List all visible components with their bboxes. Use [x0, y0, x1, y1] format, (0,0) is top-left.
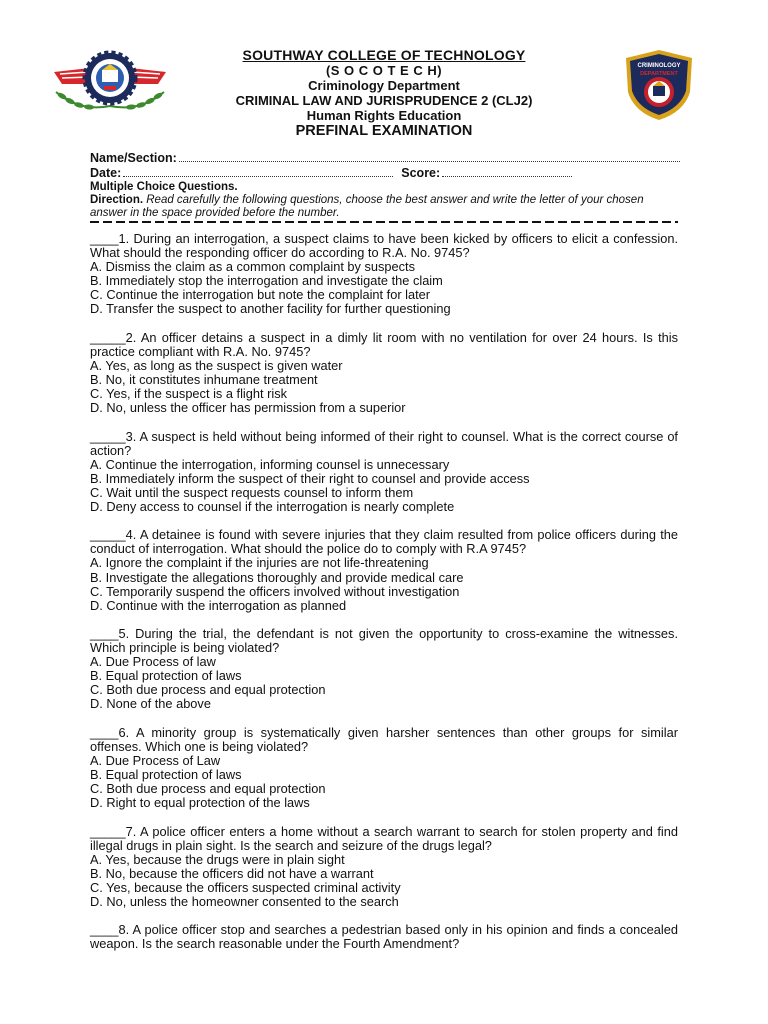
question-text: 1. During an interrogation, a suspect claims to have been kicked by officers to elicit a confession. What should the responding officer do according to R.A. No. 9745?	[90, 231, 678, 261]
answer-blank[interactable]: ____	[90, 922, 119, 938]
question-item	[90, 430, 678, 515]
answer-option: D. None of the above	[90, 696, 211, 712]
name-section-label: Name/Section:	[90, 151, 177, 165]
exam-title: PREFINAL EXAMINATION	[295, 123, 473, 139]
question-item	[90, 923, 678, 951]
answer-option: C. Both due process and equal protection	[90, 682, 326, 698]
answer-option: C. Temporarily suspend the officers involved without investigation	[90, 583, 460, 599]
question-text: 6. A minority group is systematically given harsher sentences than other groups for similar offenses. Which one is being violated?	[90, 724, 678, 754]
answer-blank[interactable]: _____	[90, 823, 126, 839]
badge-text-top: CRIMINOLOGY	[637, 63, 681, 69]
school-name: SOUTHWAY COLLEGE OF TECHNOLOGY	[242, 47, 526, 63]
question-item	[90, 627, 678, 712]
answer-blank[interactable]: ____	[90, 626, 119, 641]
answer-option: B. No, it constitutes inhumane treatment	[90, 372, 318, 388]
question-text: 7. A police officer enters a home without a search warrant to search for stolen property and find illegal drugs in plain sight. Is the search and seizure of the drugs legal?	[90, 823, 678, 853]
answer-option: B. Equal protection of laws	[90, 668, 242, 684]
date-label: Date:	[90, 166, 122, 180]
answer-option: B. Immediately stop the interrogation and investigate the claim	[90, 273, 443, 289]
score-label: Score:	[401, 166, 441, 180]
answer-option: A. Ignore the complaint if the injuries are not life-threatening	[90, 555, 429, 571]
answer-option: A. Yes, because the drugs were in plain sight	[90, 851, 345, 867]
question-item	[90, 726, 678, 811]
name-section-row	[90, 151, 680, 165]
answer-option: C. Yes, if the suspect is a flight risk	[90, 386, 288, 402]
badge-text-mid: DEPARTMENT	[640, 71, 678, 77]
answer-option: C. Wait until the suspect requests counsel to inform them	[90, 484, 414, 500]
question-text: 3. A suspect is held without being informed of their right to counsel. What is the correct course of action?	[90, 428, 678, 458]
criminology-department-badge-icon	[622, 48, 696, 122]
department-name: Criminology Department	[308, 78, 460, 93]
answer-option: A. Due Process of law	[90, 654, 216, 670]
score-field[interactable]	[442, 166, 572, 177]
question-stem	[90, 825, 678, 853]
answer-option: C. Both due process and equal protection	[90, 781, 326, 797]
answer-option: C. Continue the interrogation but note the complaint for later	[90, 287, 431, 303]
question-item	[90, 232, 678, 317]
question-text: 8. A police officer stop and searches a pedestrian based only in his opinion and finds a concealed weapon. Is the search reasonable under the Fourth Amendment?	[90, 922, 678, 952]
directions	[90, 194, 650, 220]
question-item	[90, 331, 678, 416]
subject-title: Human Rights Education	[306, 108, 462, 123]
question-text: 4. A detainee is found with severe injuries that they claim resulted from police officers during the conduct of interrogation. What should the police do to comply with R.A 9745?	[90, 527, 678, 557]
question-stem	[90, 726, 678, 754]
direction-label: Direction.	[90, 194, 144, 206]
question-list	[90, 232, 678, 966]
answer-option: A. Continue the interrogation, informing counsel is unnecessary	[90, 456, 450, 472]
question-text: 2. An officer detains a suspect in a dimly lit room with no ventilation for over 24 hours. Is this practice compliant with R.A. No. 9745?	[90, 329, 678, 359]
answer-option: D. Continue with the interrogation as planned	[90, 597, 347, 613]
date-score-row	[90, 166, 680, 180]
question-stem	[90, 528, 678, 556]
answer-option: A. Due Process of Law	[90, 752, 221, 768]
question-item	[90, 825, 678, 910]
date-field[interactable]	[123, 166, 393, 177]
answer-blank[interactable]: _____	[90, 329, 126, 345]
answer-blank[interactable]: _____	[90, 428, 126, 444]
question-stem	[90, 627, 678, 655]
answer-option: A. Dismiss the claim as a common complaint by suspects	[90, 259, 416, 275]
answer-blank[interactable]: ____	[90, 231, 119, 246]
question-stem	[90, 923, 678, 951]
course-title: CRIMINAL LAW AND JURISPRUDENCE 2 (CLJ2)	[235, 93, 533, 108]
answer-blank[interactable]: _____	[90, 527, 126, 543]
answer-option: B. Equal protection of laws	[90, 767, 242, 783]
answer-option: B. Immediately inform the suspect of their right to counsel and provide access	[90, 470, 530, 486]
direction-text: Read carefully the following questions, choose the best answer and write the letter of your chosen answer in the space provided before the number.	[90, 194, 644, 219]
answer-option: B. No, because the officers did not have a warrant	[90, 865, 374, 881]
mcq-heading: Multiple Choice Questions.	[90, 181, 238, 193]
answer-blank[interactable]: ____	[90, 724, 119, 740]
question-stem	[90, 232, 678, 260]
question-text: 5. During the trial, the defendant is not given the opportunity to cross-examine the witnesses. Which principle is being violated?	[90, 626, 678, 656]
answer-option: C. Yes, because the officers suspected criminal activity	[90, 879, 401, 895]
question-stem	[90, 430, 678, 458]
exam-header	[150, 48, 618, 139]
question-item	[90, 528, 678, 613]
answer-option: D. Transfer the suspect to another facility for further questioning	[90, 301, 451, 317]
question-stem	[90, 331, 678, 359]
answer-option: D. Deny access to counsel if the interrogation is nearly complete	[90, 498, 455, 514]
dashed-divider	[90, 221, 678, 223]
answer-option: D. Right to equal protection of the laws	[90, 795, 310, 811]
school-abbreviation: (S O C O T E C H)	[325, 63, 443, 78]
answer-option: D. No, unless the officer has permission from a superior	[90, 400, 406, 416]
name-section-field[interactable]	[179, 151, 680, 162]
answer-option: B. Investigate the allegations thoroughly and provide medical care	[90, 569, 464, 585]
answer-option: A. Yes, as long as the suspect is given water	[90, 357, 343, 373]
answer-option: D. No, unless the homeowner consented to the search	[90, 893, 399, 909]
